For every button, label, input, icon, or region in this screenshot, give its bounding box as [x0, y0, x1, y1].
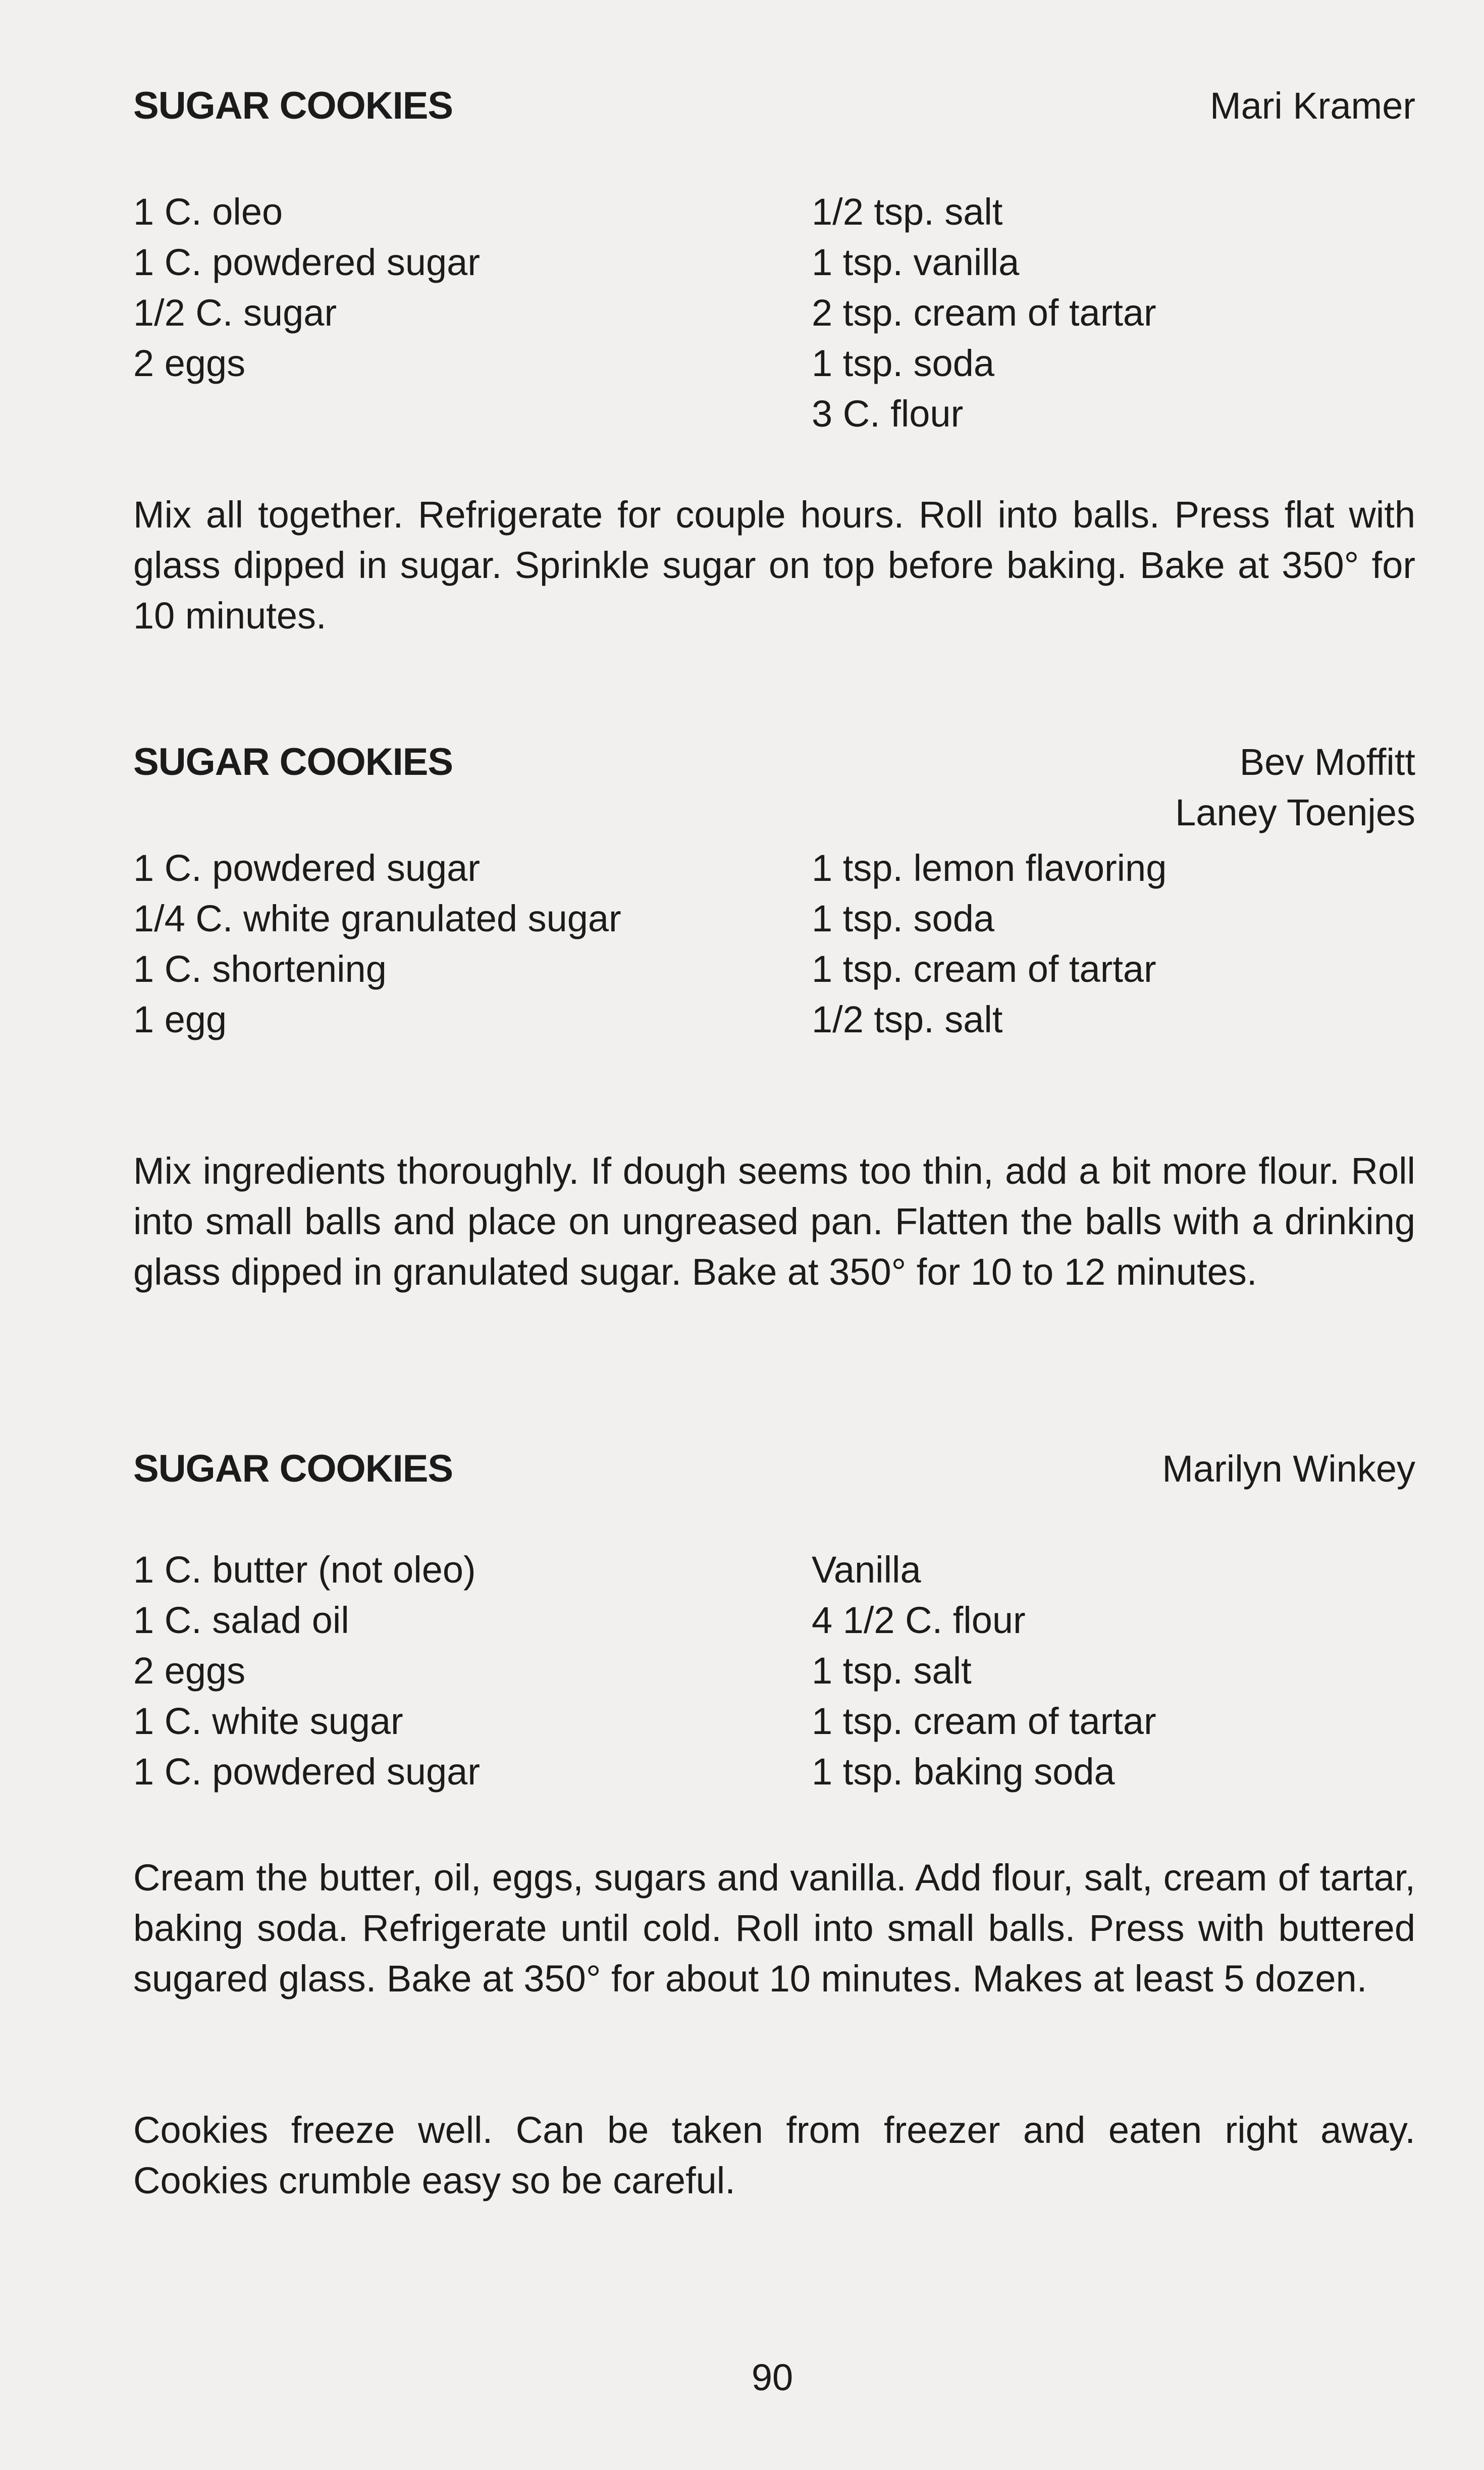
- ingredient-item: 1/4 C. white granulated sugar: [133, 898, 621, 939]
- ingredient-item: 1 C. shortening: [133, 948, 387, 990]
- recipe-authors: [1175, 737, 1415, 838]
- ingredients-left-column: [133, 187, 789, 389]
- recipe-header: [133, 737, 1415, 838]
- ingredients-right-column: [812, 187, 1417, 439]
- ingredient-item: 1 tsp. cream of tartar: [812, 1700, 1156, 1742]
- ingredient-item: Vanilla: [812, 1549, 921, 1591]
- ingredient-item: 3 C. flour: [812, 393, 964, 435]
- recipe-2: [133, 737, 1415, 1293]
- ingredient-item: 1 C. powdered sugar: [133, 1751, 480, 1793]
- recipe-1: [133, 81, 1415, 637]
- recipe-header: [133, 1444, 1415, 1494]
- ingredient-item: 1 tsp. salt: [812, 1650, 972, 1692]
- ingredient-item: 2 tsp. cream of tartar: [812, 292, 1156, 334]
- ingredients-left-column: [133, 843, 789, 1045]
- recipe-3: [133, 1444, 1415, 2201]
- ingredients-list: [133, 1545, 1415, 1797]
- ingredient-item: 1 C. white sugar: [133, 1700, 403, 1742]
- ingredients-right-column: [812, 843, 1417, 1045]
- recipe-author: Laney Toenjes: [1175, 792, 1415, 833]
- recipe-instructions: Mix ingredients thoroughly. If dough seems too thin, add a bit more flour. Roll into small balls and place on ungreased pan. Flatten the balls with a drinking glass dipped in granulated sugar. Bake at 350° for 10 to 12 minutes.: [133, 1150, 1415, 1293]
- recipe-authors: [1210, 81, 1415, 131]
- ingredient-item: 1/2 tsp. salt: [812, 191, 1003, 233]
- recipe-author: Mari Kramer: [1209, 85, 1415, 127]
- ingredient-item: 1 C. butter (not oleo): [133, 1549, 476, 1591]
- ingredients-list: [133, 843, 1415, 1045]
- recipe-header: [133, 81, 1415, 131]
- ingredient-item: 1 C. powdered sugar: [133, 241, 480, 283]
- ingredient-item: 2 eggs: [133, 342, 246, 384]
- recipe-title: SUGAR COOKIES: [133, 741, 453, 783]
- recipe-author: Bev Moffitt: [1239, 741, 1415, 783]
- ingredient-item: 1 C. oleo: [133, 191, 283, 233]
- ingredient-item: 1 egg: [133, 998, 227, 1040]
- ingredient-item: 1 C. salad oil: [133, 1599, 349, 1641]
- ingredient-item: 1 tsp. vanilla: [812, 241, 1020, 283]
- ingredient-item: 1 tsp. baking soda: [812, 1751, 1115, 1793]
- ingredient-item: 1 tsp. soda: [812, 898, 995, 939]
- ingredients-right-column: [812, 1545, 1417, 1797]
- recipe-authors: [1162, 1444, 1415, 1494]
- ingredients-list: [133, 187, 1415, 439]
- page-number: 90: [751, 2356, 793, 2398]
- ingredient-item: 1/2 C. sugar: [133, 292, 337, 334]
- recipe-author: Marilyn Winkey: [1162, 1448, 1415, 1490]
- ingredient-item: 1/2 tsp. salt: [812, 998, 1003, 1040]
- ingredients-left-column: [133, 1545, 789, 1797]
- recipe-instructions: Cream the butter, oil, eggs, sugars and vanilla. Add flour, salt, cream of tartar, baking soda. Refrigerate until cold. Roll into small balls. Press with buttered sugared glass. Bake at 350° for about 10 minutes. Makes at least 5 dozen.: [133, 1857, 1415, 2000]
- ingredient-item: 1 tsp. lemon flavoring: [812, 847, 1167, 889]
- ingredient-item: 4 1/2 C. flour: [812, 1599, 1026, 1641]
- ingredient-item: 1 tsp. soda: [812, 342, 995, 384]
- recipe-note: Cookies freeze well. Can be taken from freezer and eaten right away. Cookies crumble easy so be careful.: [133, 2109, 1415, 2201]
- recipe-instructions: Mix all together. Refrigerate for couple hours. Roll into balls. Press flat with glass dipped in sugar. Sprinkle sugar on top before baking. Bake at 350° for 10 minutes.: [133, 494, 1415, 637]
- ingredient-item: 2 eggs: [133, 1650, 246, 1692]
- ingredient-item: 1 C. powdered sugar: [133, 847, 480, 889]
- recipe-title: SUGAR COOKIES: [133, 1447, 453, 1490]
- ingredient-item: 1 tsp. cream of tartar: [812, 948, 1156, 990]
- recipe-title: SUGAR COOKIES: [133, 84, 453, 127]
